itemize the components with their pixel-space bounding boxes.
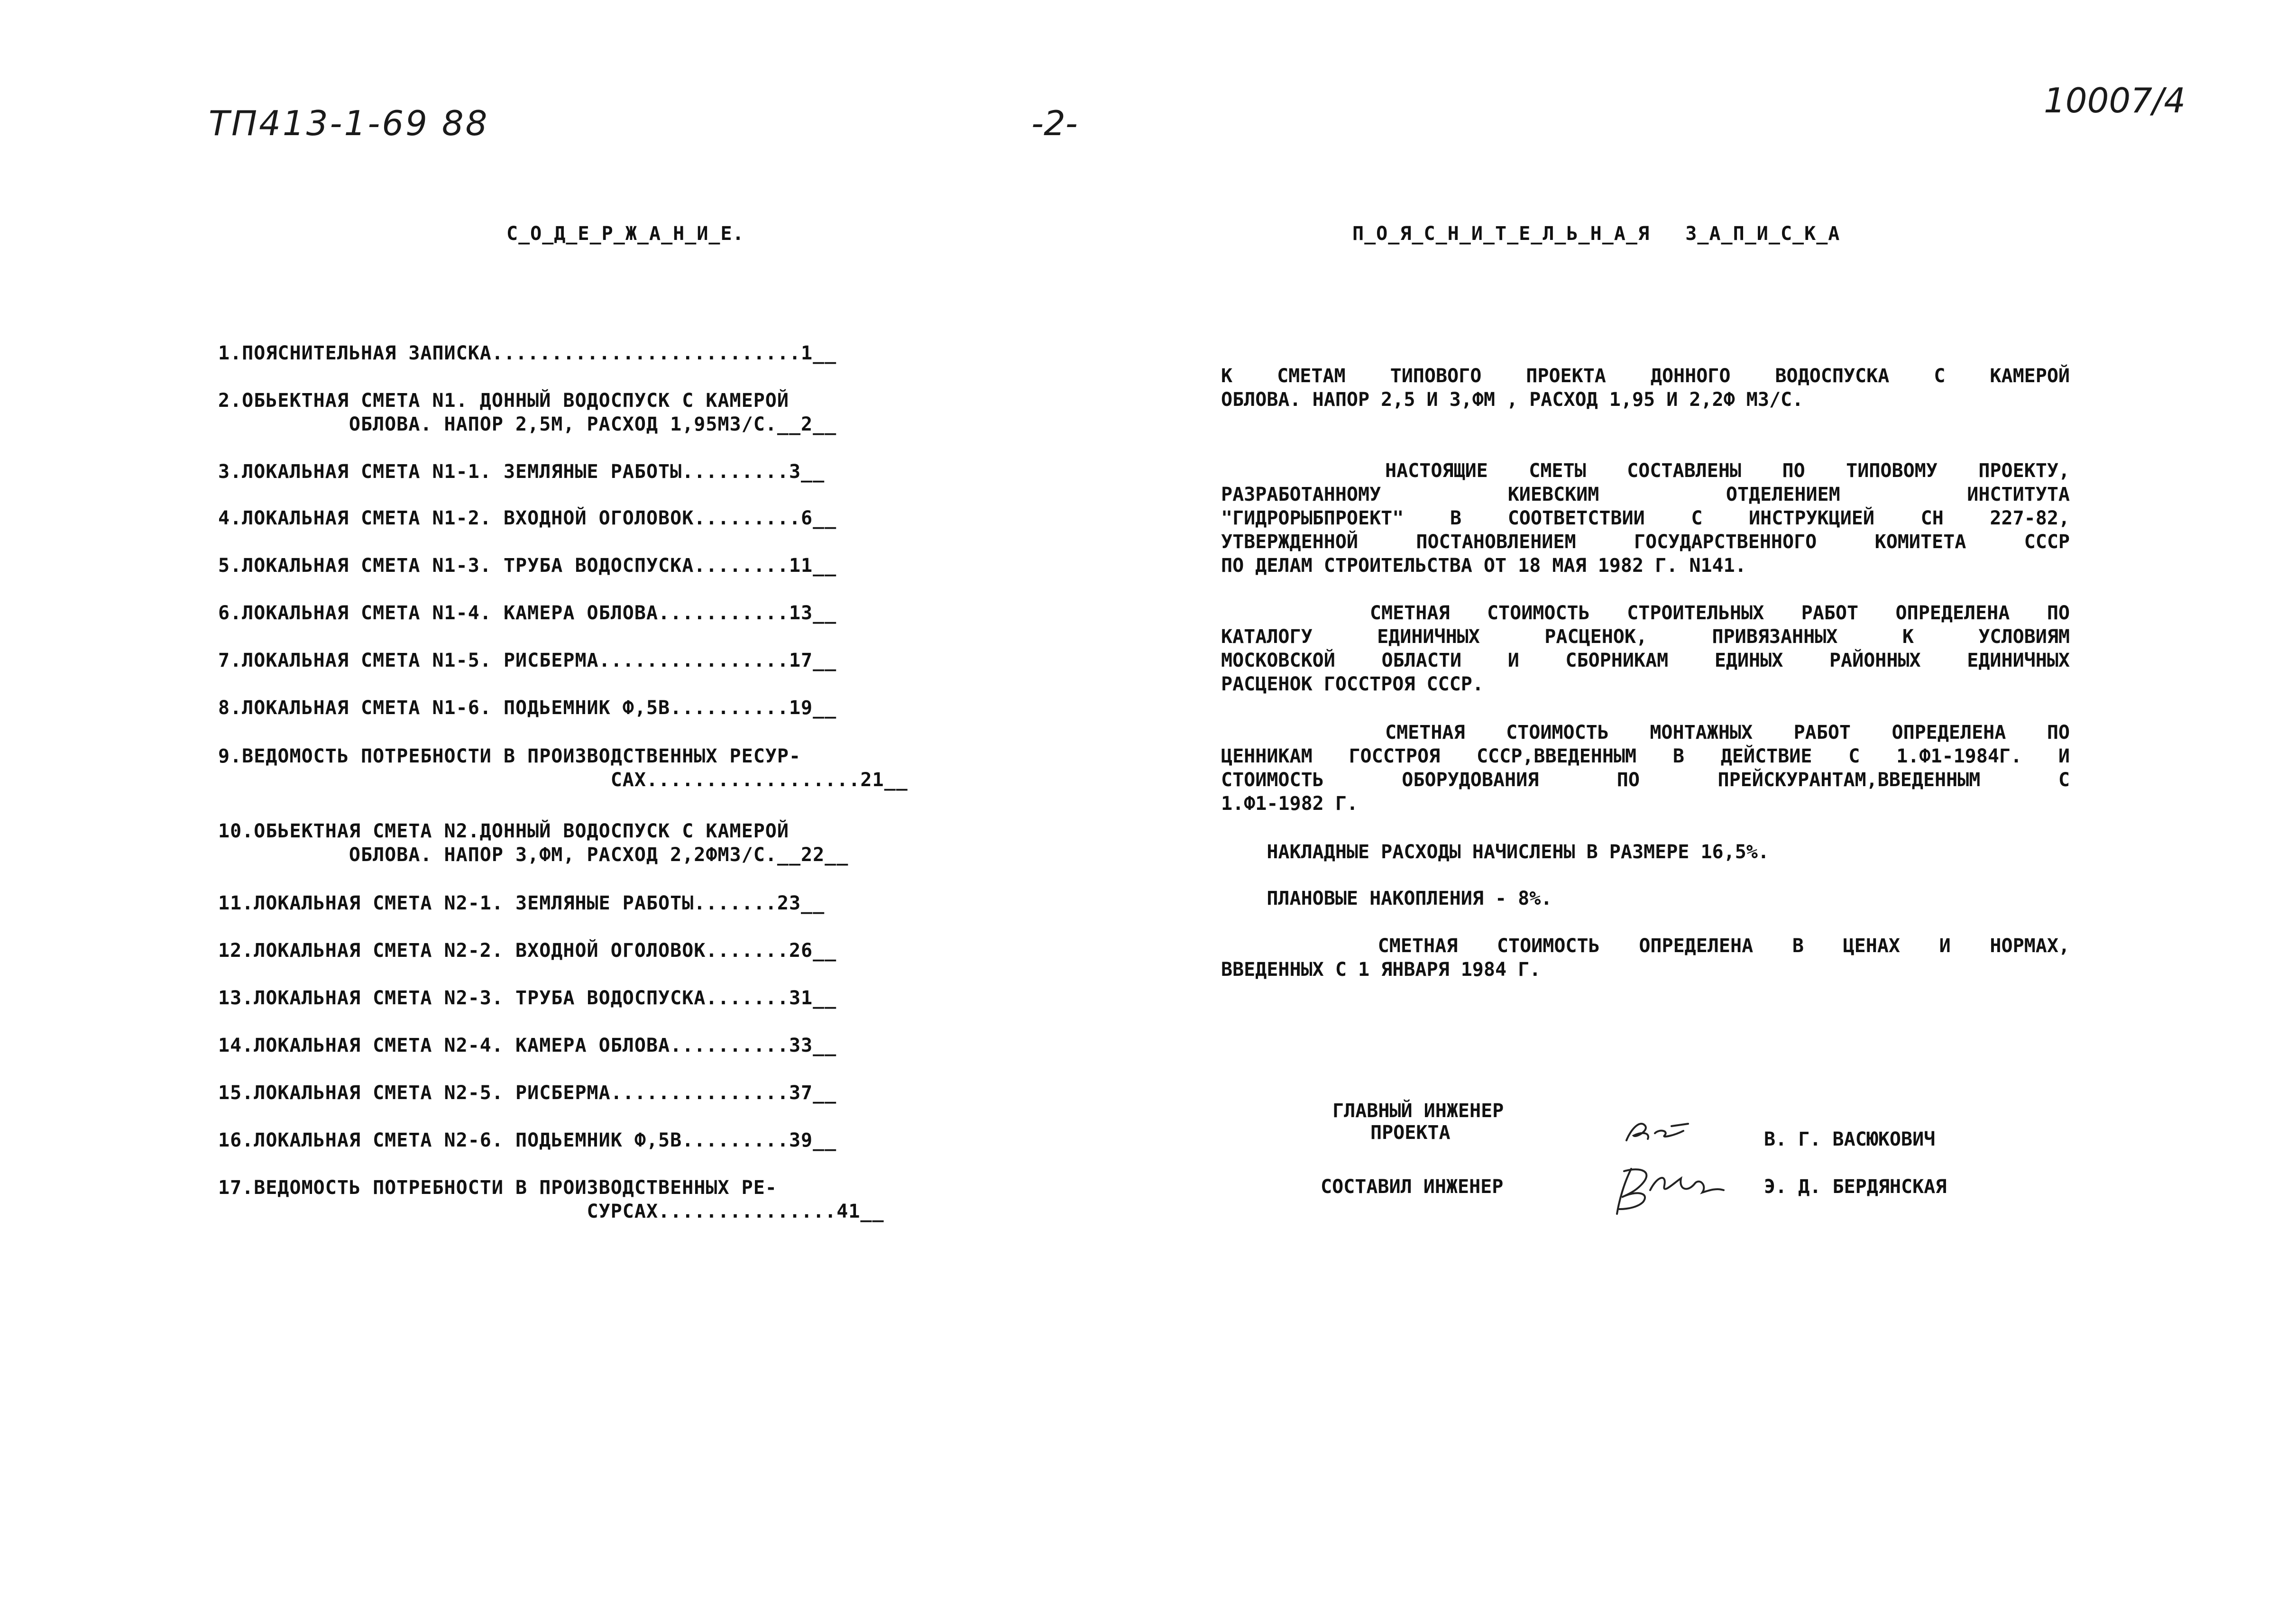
toc-entry-line: 9.ВЕДОМОСТЬ ПОТРЕБНОСТИ В ПРОИЗВОДСТВЕННЫХ РЕСУР- bbox=[218, 745, 801, 767]
note-paragraph-line: "ГИДРОРЫБПРОЕКТ" В СООТВЕТСТВИИ С ИНСТРУКЦИЕЙ СН 227-82, bbox=[1221, 507, 2070, 529]
note-paragraph bbox=[1221, 364, 2070, 412]
toc-entry-line: 13.ЛОКАЛЬНАЯ СМЕТА N2-3. ТРУБА ВОДОСПУСКА.......31__ bbox=[218, 987, 837, 1009]
toc-entry bbox=[218, 939, 836, 963]
note-paragraph-line: ПО ДЕЛАМ СТРОИТЕЛЬСТВА ОТ 18 МАЯ 1982 Г. N141. bbox=[1221, 555, 1746, 577]
toc-entry bbox=[218, 1081, 836, 1105]
note-paragraph-line: ЦЕННИКАМ ГОССТРОЯ СССР,ВВЕДЕННЫМ В ДЕЙСТВИЕ С 1.Ф1-1984Г. И bbox=[1221, 745, 2070, 767]
toc-entry-line: 5.ЛОКАЛЬНАЯ СМЕТА N1-3. ТРУБА ВОДОСПУСКА........11__ bbox=[218, 555, 837, 577]
toc-entry-line: САХ..................21__ bbox=[218, 769, 908, 791]
note-paragraph-line: МОСКОВСКОЙ ОБЛАСТИ И СБОРНИКАМ ЕДИНЫХ РАЙОННЫХ ЕДИНИЧНЫХ bbox=[1221, 650, 2070, 671]
toc-entry-line: ОБЛОВА. НАПОР 2,5М, РАСХОД 1,95М3/С.__2__ bbox=[218, 413, 837, 435]
toc-entry-line: 15.ЛОКАЛЬНАЯ СМЕТА N2-5. РИСБЕРМА...............37__ bbox=[218, 1082, 837, 1104]
note-paragraph-line: РАЗРАБОТАННОМУ КИЕВСКИМ ОТДЕЛЕНИЕМ ИНСТИТУТА bbox=[1221, 484, 2070, 505]
note-paragraph-line: НАСТОЯЩИЕ СМЕТЫ СОСТАВЛЕНЫ ПО ТИПОВОМУ ПРОЕКТУ, bbox=[1221, 460, 2070, 482]
toc-entry bbox=[218, 601, 836, 625]
note-paragraph-line: НАКЛАДНЫЕ РАСХОДЫ НАЧИСЛЕНЫ В РАЗМЕРЕ 16,5%. bbox=[1221, 841, 1769, 863]
page-number: -2- bbox=[1031, 103, 1078, 143]
toc-entry-line: 11.ЛОКАЛЬНАЯ СМЕТА N2-1. ЗЕМЛЯНЫЕ РАБОТЫ.......23__ bbox=[218, 892, 825, 914]
toc-entry bbox=[218, 696, 836, 720]
note-paragraph bbox=[1221, 459, 2070, 578]
chief-engineer-role-line1: ГЛАВНЫЙ ИНЖЕНЕР bbox=[1332, 1100, 1504, 1122]
compiler-role: СОСТАВИЛ ИНЖЕНЕР bbox=[1321, 1176, 1504, 1198]
signature-block bbox=[1313, 1100, 2025, 1242]
toc-entry bbox=[218, 341, 836, 365]
toc-entry-line: 2.ОБЬЕКТНАЯ СМЕТА N1. ДОННЫЙ ВОДОСПУСК С КАМЕРОЙ bbox=[218, 390, 789, 412]
note-paragraph-line: ОБЛОВА. НАПОР 2,5 И 3,ФМ , РАСХОД 1,95 И 2,2Ф М3/С. bbox=[1221, 389, 1804, 411]
toc-entry-line: 17.ВЕДОМОСТЬ ПОТРЕБНОСТИ В ПРОИЗВОДСТВЕННЫХ РЕ- bbox=[218, 1177, 777, 1199]
note-paragraph bbox=[1221, 840, 2070, 864]
note-paragraph-line: СМЕТНАЯ СТОИМОСТЬ МОНТАЖНЫХ РАБОТ ОПРЕДЕЛЕНА ПО bbox=[1221, 722, 2070, 743]
note-paragraph-line: СМЕТНАЯ СТОИМОСТЬ СТРОИТЕЛЬНЫХ РАБОТ ОПРЕДЕЛЕНА ПО bbox=[1221, 602, 2070, 624]
explanatory-note-title: П_О_Я_С_Н_И_Т_Е_Л_Ь_Н_А_Я З_А_П_И_С_К_А bbox=[1352, 223, 1840, 245]
note-paragraph bbox=[1221, 934, 2070, 982]
toc-entry-line: 1.ПОЯСНИТЕЛЬНАЯ ЗАПИСКА..........................1__ bbox=[218, 342, 837, 364]
toc-entry bbox=[218, 744, 908, 792]
compiler-name: Э. Д. БЕРДЯНСКАЯ bbox=[1764, 1176, 1947, 1198]
toc-entry-line: СУРСАХ...............41__ bbox=[218, 1201, 884, 1222]
note-paragraph bbox=[1221, 601, 2070, 696]
note-paragraph-line: 1.Ф1-1982 Г. bbox=[1221, 793, 1358, 815]
toc-entry bbox=[218, 819, 848, 867]
note-paragraph-line: УТВЕРЖДЕННОЙ ПОСТАНОВЛЕНИЕМ ГОСУДАРСТВЕННОГО КОМИТЕТА СССР bbox=[1221, 531, 2070, 553]
note-paragraph-line: КАТАЛОГУ ЕДИНИЧНЫХ РАСЦЕНОК, ПРИВЯЗАННЫХ К УСЛОВИЯМ bbox=[1221, 626, 2070, 648]
document-code: ТП413-1-69 88 bbox=[209, 103, 489, 143]
toc-entry bbox=[218, 1129, 836, 1152]
toc-entry bbox=[218, 389, 836, 436]
note-paragraph bbox=[1221, 721, 2070, 816]
sheet-number: 10007/4 bbox=[2044, 81, 2186, 120]
toc-entry-line: 10.ОБЬЕКТНАЯ СМЕТА N2.ДОННЫЙ ВОДОСПУСК С КАМЕРОЙ bbox=[218, 820, 789, 842]
toc-entry-line: 4.ЛОКАЛЬНАЯ СМЕТА N1-2. ВХОДНОЙ ОГОЛОВОК.........6__ bbox=[218, 507, 837, 529]
toc-entry-line: 6.ЛОКАЛЬНАЯ СМЕТА N1-4. КАМЕРА ОБЛОВА...........13__ bbox=[218, 602, 837, 624]
toc-entry-line: 8.ЛОКАЛЬНАЯ СМЕТА N1-6. ПОДЬЕМНИК Ф,5В..........19__ bbox=[218, 697, 837, 719]
note-paragraph bbox=[1221, 887, 2070, 910]
toc-entry bbox=[218, 554, 836, 578]
toc-entry bbox=[218, 460, 825, 484]
toc-entry-line: 3.ЛОКАЛЬНАЯ СМЕТА N1-1. ЗЕМЛЯНЫЕ РАБОТЫ.........3__ bbox=[218, 461, 825, 483]
toc-entry-line: 16.ЛОКАЛЬНАЯ СМЕТА N2-6. ПОДЬЕМНИК Ф,5В.........39__ bbox=[218, 1129, 837, 1151]
toc-entry-line: 7.ЛОКАЛЬНАЯ СМЕТА N1-5. РИСБЕРМА................17__ bbox=[218, 650, 837, 671]
chief-engineer-signature bbox=[1617, 1110, 1712, 1152]
chief-engineer-role-line2: ПРОЕКТА bbox=[1370, 1122, 1451, 1144]
chief-engineer-name: В. Г. ВАСЮКОВИЧ bbox=[1764, 1129, 1936, 1150]
note-paragraph-line: РАСЦЕНОК ГОССТРОЯ СССР. bbox=[1221, 673, 1484, 695]
note-paragraph-line: К СМЕТАМ ТИПОВОГО ПРОЕКТА ДОННОГО ВОДОСПУСКА С КАМЕРОЙ bbox=[1221, 365, 2070, 387]
toc-title: С_О_Д_Е_Р_Ж_А_Н_И_Е. bbox=[506, 223, 744, 245]
toc-entry-line: 14.ЛОКАЛЬНАЯ СМЕТА N2-4. КАМЕРА ОБЛОВА..........33__ bbox=[218, 1035, 837, 1056]
compiler-signature bbox=[1598, 1157, 1750, 1223]
note-paragraph-line: ПЛАНОВЫЕ НАКОПЛЕНИЯ - 8%. bbox=[1221, 888, 1552, 909]
note-paragraph-line: СТОИМОСТЬ ОБОРУДОВАНИЯ ПО ПРЕЙСКУРАНТАМ,ВВЕДЕННЫМ С bbox=[1221, 769, 2070, 791]
toc-entry bbox=[218, 1176, 884, 1223]
toc-entry bbox=[218, 506, 836, 530]
toc-entry-line: ОБЛОВА. НАПОР 3,ФМ, РАСХОД 2,2ФМ3/С.__22__ bbox=[218, 844, 849, 866]
note-paragraph-line: ВВЕДЕННЫХ С 1 ЯНВАРЯ 1984 Г. bbox=[1221, 959, 1541, 981]
toc-entry bbox=[218, 891, 825, 915]
toc-entry-line: 12.ЛОКАЛЬНАЯ СМЕТА N2-2. ВХОДНОЙ ОГОЛОВОК.......26__ bbox=[218, 940, 837, 962]
toc-entry bbox=[218, 649, 836, 672]
toc-entry bbox=[218, 986, 836, 1010]
note-paragraph-line: СМЕТНАЯ СТОИМОСТЬ ОПРЕДЕЛЕНА В ЦЕНАХ И НОРМАХ, bbox=[1221, 935, 2070, 957]
toc-entry bbox=[218, 1034, 836, 1057]
